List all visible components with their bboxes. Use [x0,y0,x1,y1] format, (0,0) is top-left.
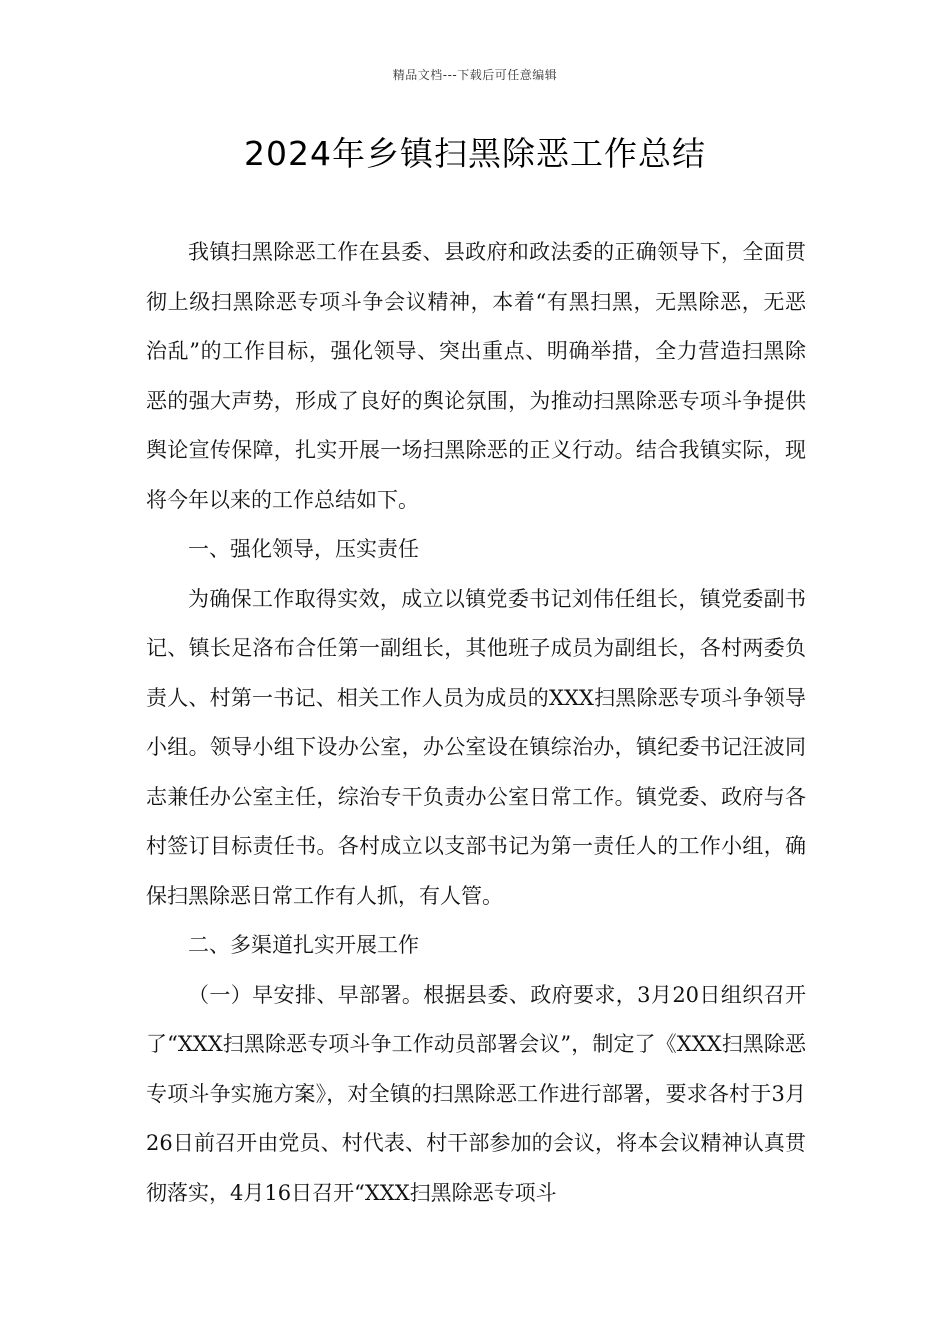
section-heading-1: 一、强化领导，压实责任 [188,537,419,561]
intro-paragraph: 我镇扫黑除恶工作在县委、县政府和政法委的正确领导下，全面贯彻上级扫黑除恶专项斗争会议精神，本着“有黑扫黑，无黑除恶，无恶治乱”的工作目标，强化领导、突出重点、明确举措，全力营造扫黑除恶的强大声势，形成了良好的舆论氛围，为推动扫黑除恶专项斗争提供舆论宣传保障，扎实开展一场扫黑除恶的正义行动。结合我镇实际，现将今年以来的工作总结如下。 [146,240,806,512]
document-title: 2024年乡镇扫黑除恶工作总结 [244,134,706,173]
section-1-paragraph: 为确保工作取得实效，成立以镇党委书记刘伟任组长，镇党委副书记、镇长足洛布合任第一副组长，其他班子成员为副组长，各村两委负责人、村第一书记、相关工作人员为成员的XXX扫黑除恶专项斗争领导小组。领导小组下设办公室，办公室设在镇综治办，镇纪委书记汪波同志兼任办公室主任，综治专干负责办公室日常工作。镇党委、政府与各村签订目标责任书。各村成立以支部书记为第一责任人的工作小组，确保扫黑除恶日常工作有人抓，有人管。 [146,586,806,908]
section-2-paragraph: （一）早安排、早部署。根据县委、政府要求，3月20日组织召开了“XXX扫黑除恶专项斗争工作动员部署会议”，制定了《XXX扫黑除恶专项斗争实施方案》，对全镇的扫黑除恶工作进行部署，要求各村于3月26日前召开由党员、村代表、村干部参加的会议，将本会议精神认真贯彻落实，4月16日召开“XXX扫黑除恶专项斗 [146,982,806,1205]
page-header: 精品文档---下载后可任意编辑 [392,68,558,82]
document-body [146,228,806,1218]
section-heading-2: 二、多渠道扎实开展工作 [188,933,419,957]
